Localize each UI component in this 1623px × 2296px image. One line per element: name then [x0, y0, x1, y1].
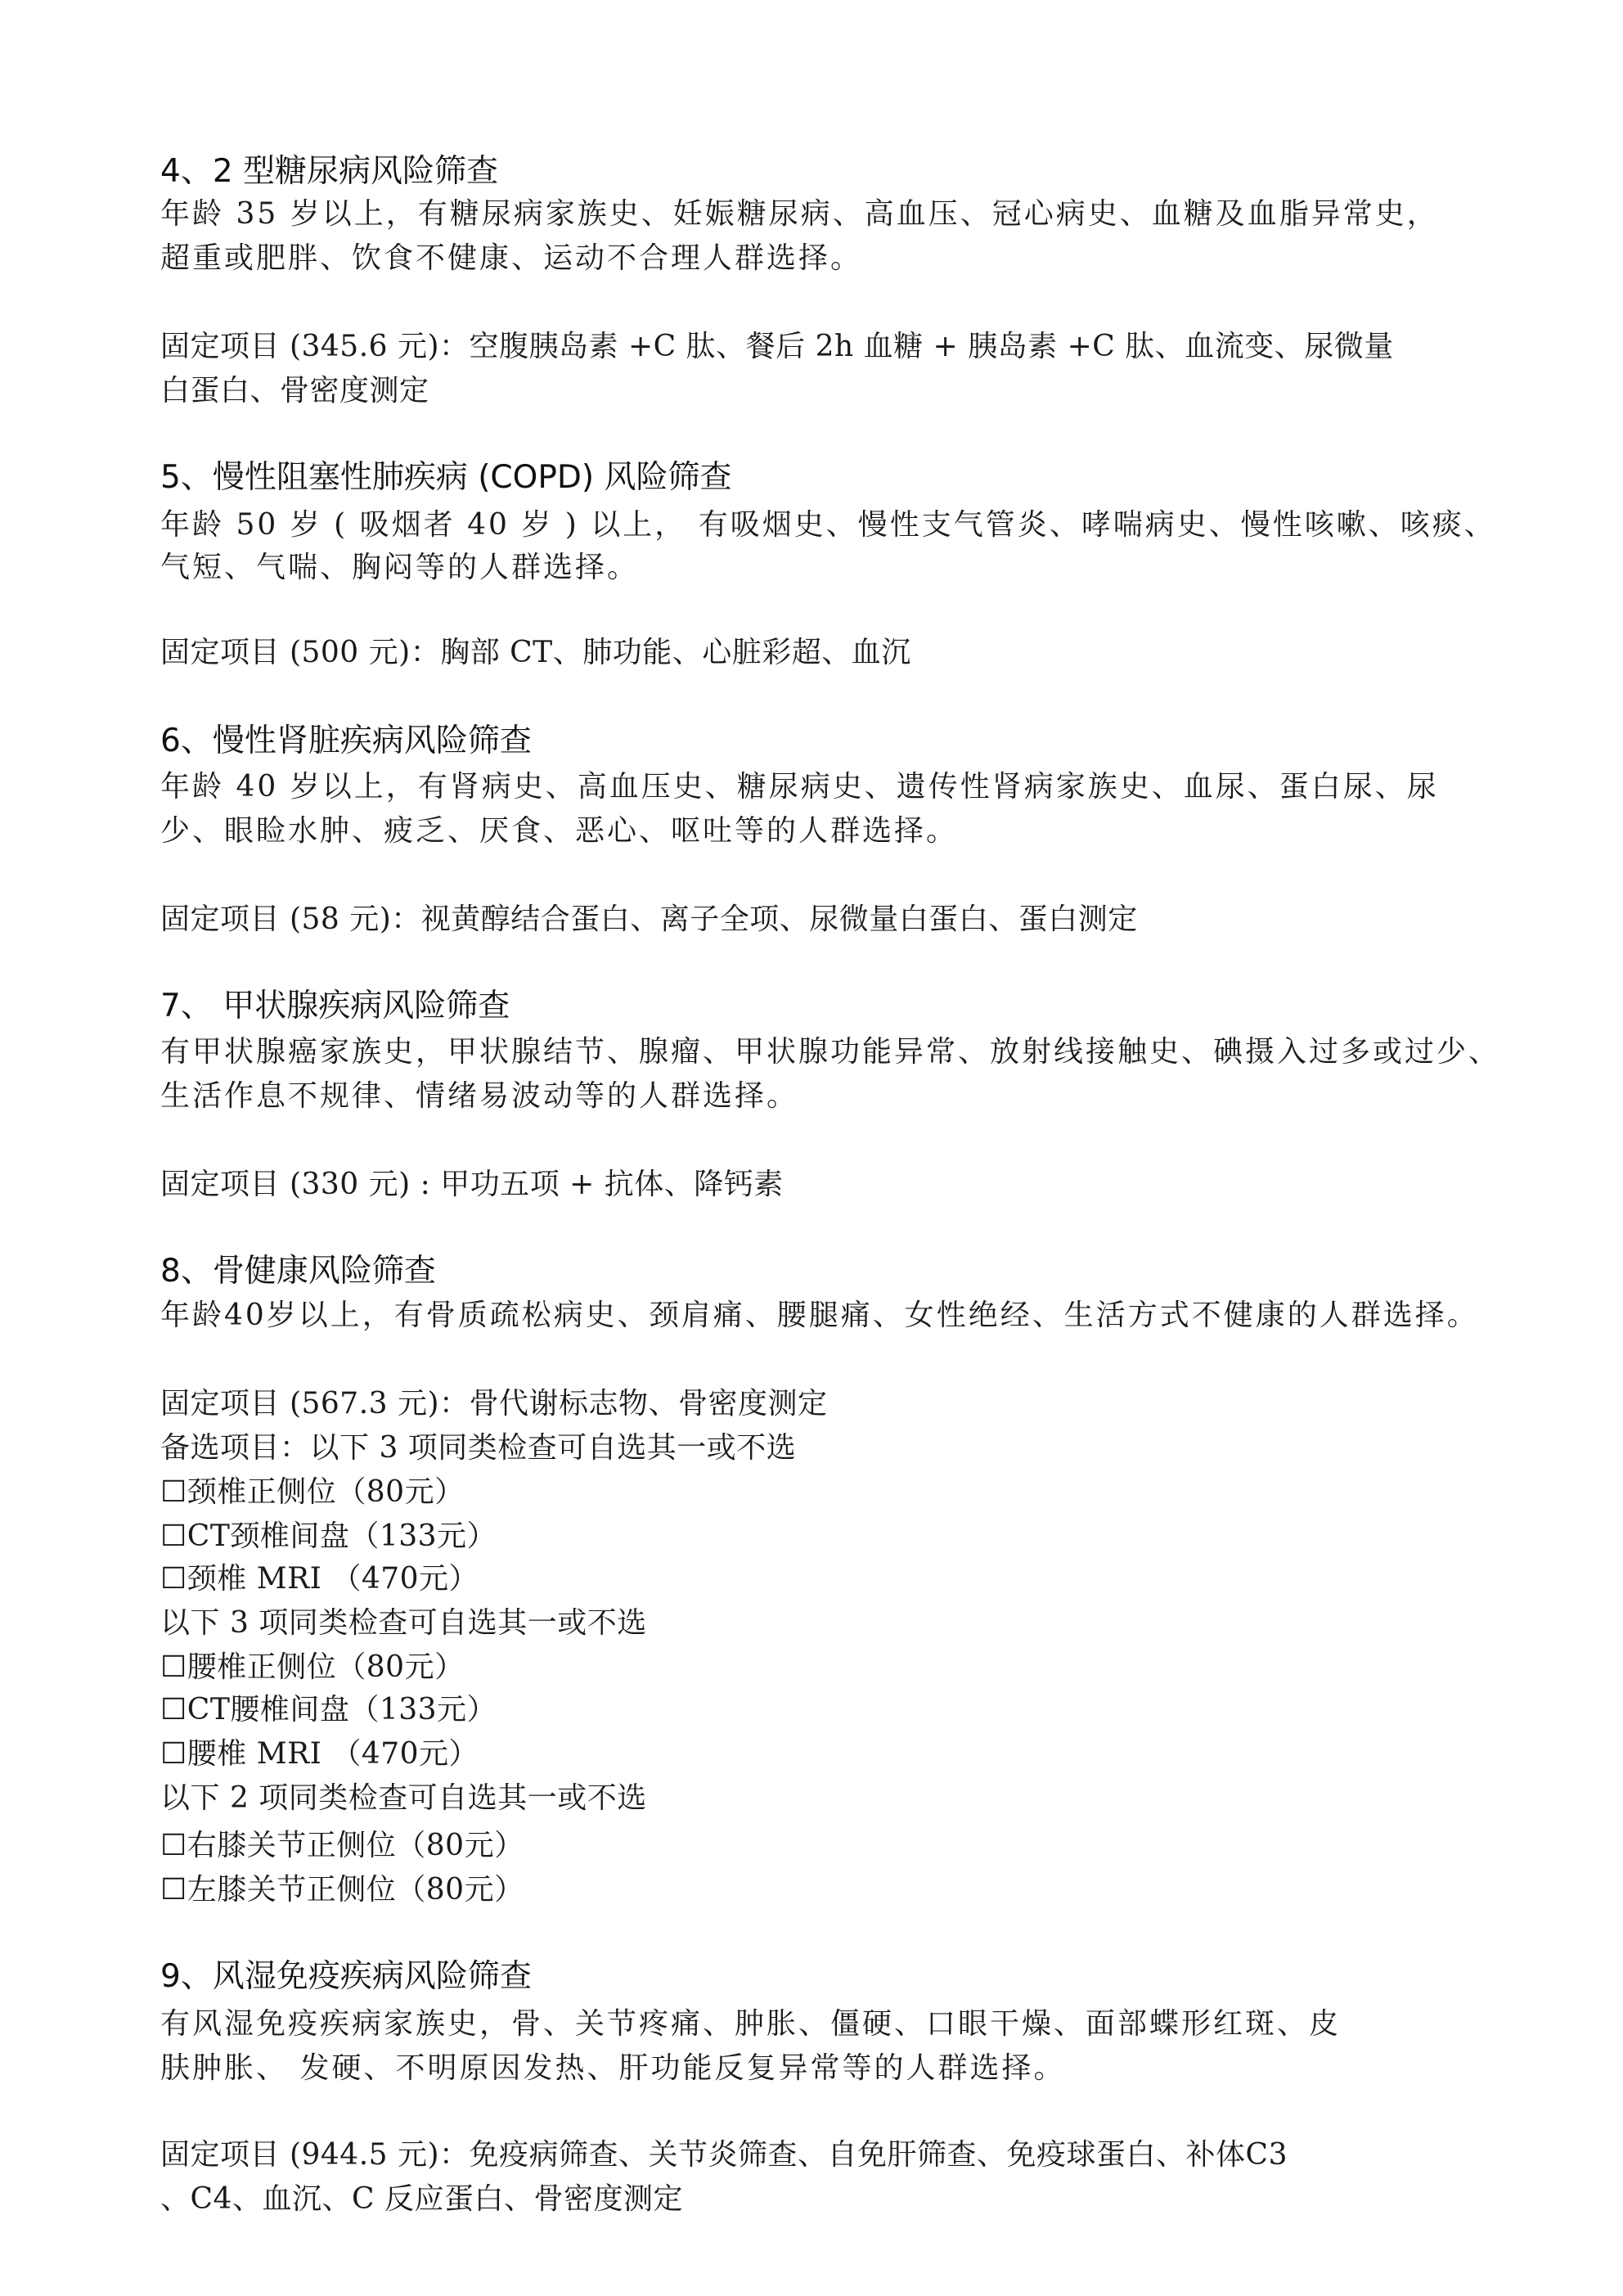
option-checkbox-item[interactable]: ☐颈椎正侧位（80元） — [160, 1475, 465, 1509]
optional-group-note: 以下 3 项同类检查可自选其一或不选 — [160, 1606, 647, 1640]
section-description: 有风湿免疫疾病家族史，骨、关节疼痛、肿胀、僵硬、口眼干燥、面部蝶形红斑、皮 — [160, 2007, 1342, 2041]
section-description: 超重或肥胖、饮食不健康、运动不合理人群选择。 — [160, 241, 863, 275]
optional-group-note: 以下 2 项同类检查可自选其一或不选 — [160, 1781, 647, 1815]
section-title: 9、风湿免疫疾病风险筛查 — [160, 1958, 532, 1995]
section-title: 4、2 型糖尿病风险筛查 — [160, 153, 499, 190]
section-description: 气短、气喘、胸闷等的人群选择。 — [160, 551, 640, 584]
option-checkbox-item[interactable]: ☐左膝关节正侧位（80元） — [160, 1873, 524, 1907]
fixed-items: 固定项目 (330 元) : 甲功五项 + 抗体、降钙素 — [160, 1168, 784, 1201]
section-title: 7、 甲状腺疾病风险筛查 — [160, 988, 510, 1024]
section-title: 8、骨健康风险筛查 — [160, 1253, 436, 1290]
fixed-items: 固定项目 (500 元)：胸部 CT、肺功能、心脏彩超、血沉 — [160, 636, 911, 669]
fixed-items: 、C4、血沉、C 反应蛋白、骨密度测定 — [160, 2182, 683, 2216]
section-title: 5、慢性阻塞性肺疾病 (COPD) 风险筛查 — [160, 459, 732, 496]
section-title: 6、慢性肾脏疾病风险筛查 — [160, 723, 532, 759]
fixed-items: 固定项目 (944.5 元)：免疫病筛查、关节炎筛查、自免肝筛查、免疫球蛋白、补体C3 — [160, 2138, 1288, 2172]
fixed-items: 固定项目 (345.6 元)：空腹胰岛素 +C 肽、餐后 2h 血糖 + 胰岛素 +C 肽、血流变、尿微量 — [160, 330, 1394, 363]
option-checkbox-item[interactable]: ☐CT颈椎间盘（133元） — [160, 1519, 497, 1553]
section-description: 有甲状腺癌家族史，甲状腺结节、腺瘤、甲状腺功能异常、放射线接触史、碘摄入过多或过少、 — [160, 1035, 1501, 1069]
fixed-items: 白蛋白、骨密度测定 — [160, 374, 429, 407]
section-description: 肤肿胀、 发硬、不明原因发热、肝功能反复异常等的人群选择。 — [160, 2051, 1066, 2085]
section-description: 年龄 35 岁以上，有糖尿病家族史、妊娠糖尿病、高血压、冠心病史、血糖及血脂异常史， — [160, 197, 1439, 231]
fixed-items: 固定项目 (58 元)：视黄醇结合蛋白、离子全项、尿微量白蛋白、蛋白测定 — [160, 903, 1138, 936]
option-checkbox-item[interactable]: ☐CT腰椎间盘（133元） — [160, 1693, 497, 1727]
optional-items-note: 备选项目：以下 3 项同类检查可自选其一或不选 — [160, 1431, 797, 1465]
section-description: 生活作息不规律、情绪易波动等的人群选择。 — [160, 1079, 799, 1113]
option-checkbox-item[interactable]: ☐颈椎 MRI （470元） — [160, 1562, 479, 1596]
section-description: 年龄40岁以上，有骨质疏松病史、颈肩痛、腰腿痛、女性绝经、生活方式不健康的人群选择。 — [160, 1299, 1479, 1332]
option-checkbox-item[interactable]: ☐右膝关节正侧位（80元） — [160, 1829, 524, 1862]
option-checkbox-item[interactable]: ☐腰椎正侧位（80元） — [160, 1650, 465, 1684]
option-checkbox-item[interactable]: ☐腰椎 MRI （470元） — [160, 1737, 479, 1771]
section-description: 年龄 40 岁以上，有肾病史、高血压史、糖尿病史、遗传性肾病家族史、血尿、蛋白尿、尿 — [160, 770, 1439, 804]
fixed-items: 固定项目 (567.3 元)：骨代谢标志物、骨密度测定 — [160, 1387, 828, 1420]
section-description: 少、眼睑水肿、疲乏、厌食、恶心、呕吐等的人群选择。 — [160, 814, 959, 848]
section-description: 年龄 50 岁 ( 吸烟者 40 岁 ) 以上， 有吸烟史、慢性支气管炎、哮喘病史、慢性咳嗽、咳痰、 — [160, 508, 1496, 542]
